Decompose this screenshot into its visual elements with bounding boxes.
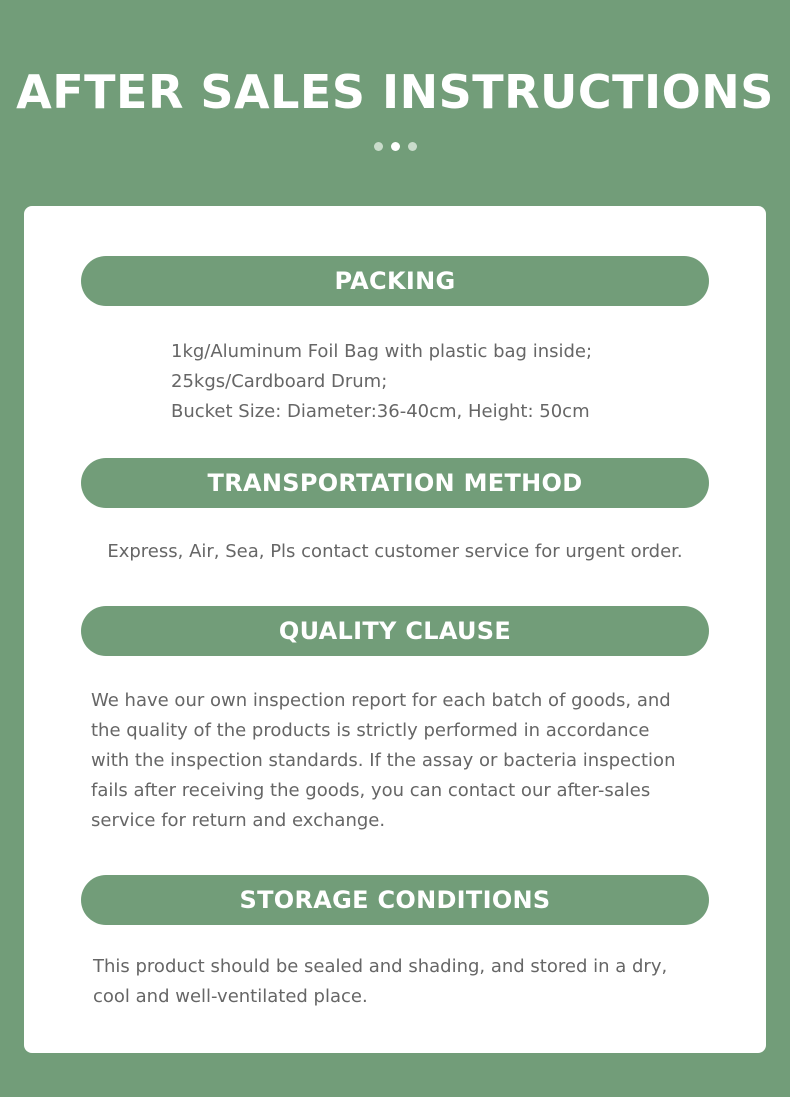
storage-text — [93, 952, 667, 1012]
storage-line: cool and well-ventilated place. — [93, 986, 368, 1007]
instructions-card — [24, 206, 766, 1053]
packing-line: 25kgs/Cardboard Drum; — [171, 371, 388, 392]
packing-text — [171, 337, 592, 427]
transportation-text — [24, 537, 766, 567]
transportation-line: Express, Air, Sea, Pls contact customer service for urgent order. — [107, 541, 683, 562]
page-title: AFTER SALES INSTRUCTIONS — [16, 65, 774, 119]
quality-line: service for return and exchange. — [91, 810, 386, 831]
quality-line: We have our own inspection report for each batch of goods, and — [91, 690, 671, 711]
dot-icon — [408, 142, 417, 151]
dot-active-icon — [391, 142, 400, 151]
dot-icon — [374, 142, 383, 151]
pagination-dots — [0, 142, 790, 151]
quality-line: with the inspection standards. If the assay or bacteria inspection — [91, 750, 676, 771]
section-heading-storage: STORAGE CONDITIONS — [81, 875, 709, 925]
packing-line: 1kg/Aluminum Foil Bag with plastic bag inside; — [171, 341, 593, 362]
section-heading-quality: QUALITY CLAUSE — [81, 606, 709, 656]
quality-line: the quality of the products is strictly performed in accordance — [91, 720, 650, 741]
packing-line: Bucket Size: Diameter:36-40cm, Height: 50cm — [171, 401, 590, 422]
quality-line: fails after receiving the goods, you can contact our after-sales — [91, 780, 651, 801]
quality-text — [91, 686, 675, 836]
section-heading-packing: PACKING — [81, 256, 709, 306]
section-heading-transportation: TRANSPORTATION METHOD — [81, 458, 709, 508]
storage-line: This product should be sealed and shading, and stored in a dry, — [93, 956, 668, 977]
